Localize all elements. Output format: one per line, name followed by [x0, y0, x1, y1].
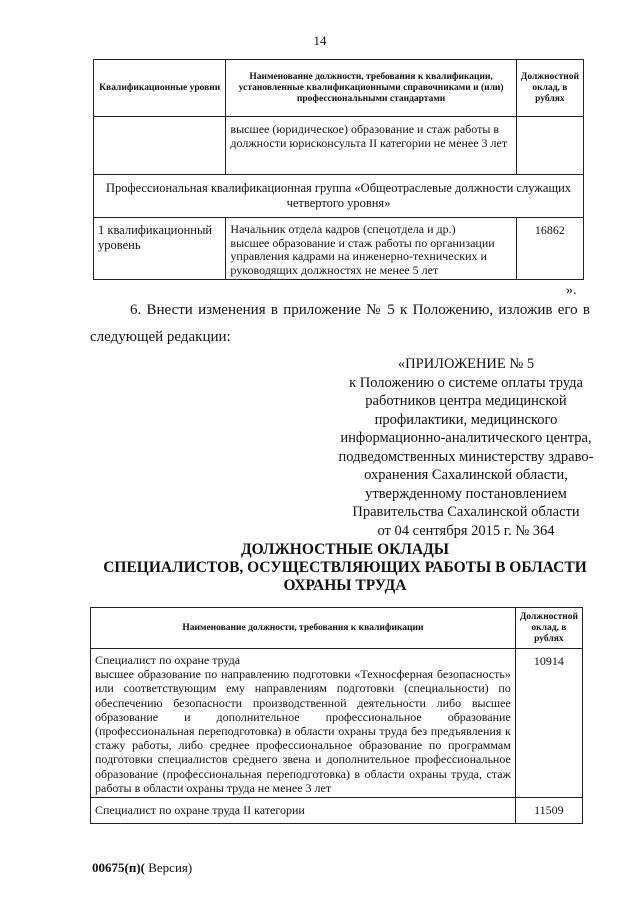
table-header-row — [91, 608, 583, 649]
appendix-line: подведомственных министерству здраво- — [338, 448, 594, 465]
amendment-paragraph: 6. Внести изменения в приложение № 5 к Положению, изложив его в следующей редакции: — [90, 302, 590, 345]
position-requirements: высшее образование и стаж работы по организации управления кадрами на инженерно-технических и руководящих должностях не менее 5 лет — [230, 235, 495, 277]
table-row — [91, 798, 583, 824]
position-name: Специалист по охране труда — [95, 653, 241, 667]
appendix-line: к Положению о системе оплаты труда — [349, 374, 583, 391]
appendix-line: от 04 сентября 2015 г. № 364 — [377, 522, 555, 539]
salary-table — [90, 607, 583, 824]
cell-salary: 16862 — [516, 218, 583, 280]
appendix-line: информационно-аналитического центра, — [340, 430, 592, 446]
appendix-heading — [330, 355, 602, 540]
header-salary: Должностной оклад, в рублях — [515, 608, 582, 649]
document-title: ДОЛЖНОСТНЫЕ ОКЛАДЫ СПЕЦИАЛИСТОВ, ОСУЩЕСТВЛЯЮЩИХ РАБОТЫ В ОБЛАСТИ ОХРАНЫ ТРУДА — [103, 541, 587, 594]
table-row — [91, 649, 583, 798]
table-row — [94, 218, 584, 280]
appendix-line: Правительства Сахалинской области — [352, 504, 580, 520]
table-row — [94, 117, 584, 175]
document-code: 00675(п)( Версия) — [92, 860, 193, 875]
header-salary: Должностной оклад, в рублях — [516, 60, 583, 117]
cell-position-requirements — [91, 649, 516, 798]
cell-level — [94, 117, 226, 175]
appendix-line: работников центра медицинской — [365, 393, 567, 409]
cell-requirements: высшее (юридическое) образование и стаж работы в должности юрисконсульта II категории не менее 3 лет — [226, 117, 516, 175]
cell-salary: 10914 — [515, 649, 582, 798]
header-position: Наименование должности, требования к квалификации, установленные квалификационными справочниками и (или) профессиональными стандартами — [226, 60, 516, 117]
position-requirements: высшее образование по направлению подготовки «Техносферная безопасность» или соответствующим ему направлениям подготовки (специальности) по обеспечению безопасности производственной деятельности либо высшее образование и дополнительное профессиональное образование (профессиональная переподготовка) в области охраны труда без предъявления к стажу работы, либо среднее профессиональное образование по программам подготовки специалистов среднего звена и дополнительное профессиональное образование (профессиональная переподготовка) в области охраны труда, стаж работы в области охраны труда не менее 3 лет — [95, 667, 511, 795]
qualification-table — [93, 59, 584, 280]
cell-salary: 11509 — [515, 798, 582, 824]
cell-position-requirements — [91, 798, 516, 824]
appendix-line: профилактики, медицинского — [374, 411, 558, 428]
cell-position-requirements — [226, 218, 516, 280]
cell-level: 1 квалификационный уровень — [94, 218, 226, 280]
position-name: Специалист по охране труда II категории — [95, 803, 305, 818]
header-levels: Квалификационные уровни — [94, 60, 226, 117]
appendix-line: утвержденному постановлением — [365, 485, 567, 502]
cell-salary — [516, 117, 583, 175]
appendix-title: «ПРИЛОЖЕНИЕ № 5 — [397, 356, 535, 372]
header-position: Наименование должности, требования к квалификации — [91, 608, 516, 649]
table-header-row — [94, 60, 584, 117]
appendix-line: охранения Сахалинской области, — [364, 467, 568, 483]
position-name: Начальник отдела кадров (спецотдела и др.) — [230, 222, 456, 236]
closing-quote: ». — [566, 283, 577, 298]
group-heading: Профессиональная квалификационная группа «Общеотраслевые должности служащих четвертого уровня» — [94, 175, 584, 218]
group-heading-row — [94, 175, 584, 218]
page-number: 14 — [313, 33, 327, 48]
